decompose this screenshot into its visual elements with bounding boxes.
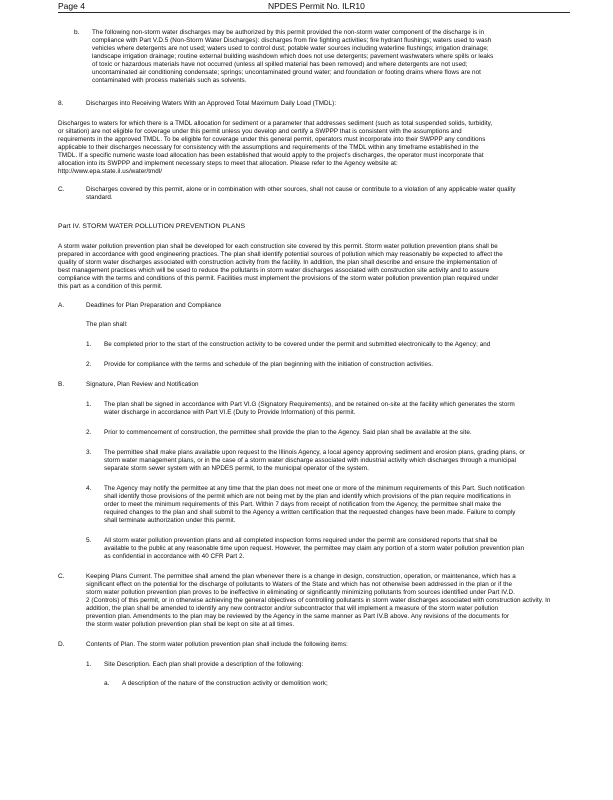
text-line: The plan shall be signed in accordance with Part VI.G (Signatory Requirements), and be retained on-site at the facility which generates the storm	[104, 401, 515, 408]
section-8-title: Discharges into Receiving Waters With an Approved Total Maximum Daily Load (TMDL):	[86, 100, 337, 107]
text-line: shall identify those provisions of the permit which are not being met by the plan and identify which provisions of the plan require modifications in	[104, 493, 511, 500]
list-number: 1.	[86, 401, 92, 408]
header-rule	[58, 12, 570, 13]
text-line: A storm water pollution prevention plan shall be developed for each construction site covered by this permit. Storm water pollution prevention plans shall be	[58, 243, 498, 250]
item-b-marker: b.	[74, 29, 80, 36]
part-4-title: Part IV. STORM WATER POLLUTION PREVENTION PLANS	[58, 223, 246, 230]
list-item: Site Description. Each plan shall provide a description of the following:	[104, 661, 304, 668]
text-line: applicable to their discharges necessary for consistency with the assumptions and requirements of the TMDL within any timeframe established in the	[58, 144, 479, 151]
list-number: 2.	[86, 361, 92, 368]
text-line: storm water management plans, or in the case of a storm water discharge associated with industrial activity which discharges through a municipal	[104, 457, 517, 464]
text-line: shall terminate authorization under this permit.	[104, 517, 236, 524]
text-line: water discharge in accordance with Part VI.E (Duty to Provide Information) of this permit.	[104, 409, 356, 416]
text-line: best management practices which will be used to reduce the pollutants in storm water discharges associated with construction site activity and to assure	[58, 267, 490, 274]
section-c-marker: C.	[58, 573, 65, 580]
list-item: A description of the nature of the construction activity or demolition work;	[122, 680, 328, 687]
list-number: 4.	[86, 485, 92, 492]
text-line: uncontaminated air conditioning condensate; springs; uncontaminated ground water; and foundation or footing drains where flows are not	[92, 69, 481, 76]
section-d-title: Contents of Plan. The storm water pollution prevention plan shall include the following items:	[86, 641, 348, 648]
text-line: Discharges to waters for which there is a TMDL allocation for sediment or a parameter that addresses sediment (such as total suspended solids, turbidity,	[58, 120, 493, 127]
text-line: The Agency may notify the permittee at any time that the plan does not meet one or more of the minimum requirements of this Part. Such notification	[104, 485, 525, 492]
text-line: TMDL. If a specific numeric waste load allocation has been established that would apply to the project's discharges, the operator must incorporate that	[58, 152, 484, 159]
text-line: compliance with the terms and conditions of this permit. Facilities must implement the provisions of the storm water pollution prevention plan required under	[58, 275, 499, 282]
list-number: 1.	[86, 661, 92, 668]
text-line: required changes to the plan and shall submit to the Agency a written certification that the requested changes have been made. Failure to comply	[104, 509, 516, 516]
list-number: 2.	[86, 429, 92, 436]
section-8-marker: 8.	[58, 100, 64, 107]
text-line: requirements in the approved TMDL. To be eligible for coverage under this general permit, operators must incorporate into their SWPPP any conditions	[58, 136, 486, 143]
text-line: as confidential in accordance with 40 CFR Part 2.	[104, 553, 245, 560]
text-line: order to meet the minimum requirements of this Part. Within 7 days from receipt of notification from the Agency, the permittee shall make the	[104, 501, 502, 508]
text-line: The following non-storm water discharges may be authorized by this permit provided the non-storm water component of the discharge is in	[92, 29, 485, 36]
text-line: Prior to commencement of construction, the permittee shall provide the plan to the Agency. Said plan shall be available at the site.	[104, 429, 472, 436]
list-number: 1.	[86, 341, 92, 348]
text-line: addition, the plan shall be amended to identify any new contractor and/or subcontractor that will implement a measure of the storm water pollution	[86, 605, 499, 612]
text-line: All storm water pollution prevention plans and all completed inspection forms required under the permit are considered reports that shall be	[104, 537, 498, 544]
text-line: contaminated with process materials such as solvents.	[92, 77, 247, 84]
text-line: landscape irrigation drainage; routine external building washdown which does not use detergents; pavement washwaters where spills or leaks	[92, 53, 494, 60]
permit-title: NPDES Permit No. ILR10	[268, 1, 365, 11]
page-number: Page 4	[58, 1, 85, 11]
list-letter: a.	[104, 680, 110, 687]
text-line: significant effect on the potential for the discharge of pollutants to Waters of the State and which has not otherwise been addressed in the plan or if the	[86, 581, 513, 588]
text-line: prevention plan. Amendments to the plan may be reviewed by the Agency in the same manner as Part IV.B above. Any revisions of the documents for	[86, 613, 510, 620]
list-number: 5.	[86, 537, 92, 544]
text-line: available to the public at any reasonable time upon request. However, the permittee may claim any portion of a storm water pollution prevention plan	[104, 545, 525, 552]
section-a-lead: The plan shall:	[86, 321, 128, 328]
text-line: or siltation) are not eligible for coverage under this permit unless you develop and certify a SWPPP that is consistent with the assumptions and	[58, 128, 462, 135]
agency-url[interactable]: http://www.epa.state.il.us/water/tmdl/	[58, 168, 163, 175]
text-line: separate storm sewer system with an NPDES permit, to the municipal operator of the system.	[104, 465, 369, 472]
text-line: the storm water pollution prevention plan shall be kept on site at all times.	[86, 621, 295, 628]
text-line: of toxic or hazardous materials have not occurred (unless all spilled material has been removed) and where detergents are not used;	[92, 61, 468, 68]
item-c-marker: C.	[58, 186, 65, 193]
list-item: Be completed prior to the start of the construction activity to be covered under the permit and submitted electronically to the Agency; and	[104, 341, 491, 348]
text-line: vehicles where detergents are not used; waters used to control dust; potable water sources including waterline flushings; irrigation drainage;	[92, 45, 489, 52]
section-a-marker: A.	[58, 302, 65, 309]
text-line: allocation into its SWPPP and implement necessary steps to meet that allocation. Please refer to the Agency website at:	[58, 160, 398, 167]
section-b-title: Signature, Plan Review and Notification	[86, 381, 199, 388]
section-d-marker: D.	[58, 641, 65, 648]
text-line: Discharges covered by this permit, alone or in combination with other sources, shall not cause or contribute to a violation of any applicable water quality	[86, 186, 516, 193]
text-line: compliance with Part V.D.5 (Non-Storm Water Discharges): discharges from fire fighting activities; fire hydrant flushings; waters used to wash	[92, 37, 492, 44]
section-a-title: Deadlines for Plan Preparation and Compliance	[86, 302, 222, 309]
text-line: Keeping Plans Current. The permittee shall amend the plan whenever there is a change in design, construction, operation, or maintenance, which has a	[86, 573, 516, 580]
text-line: storm water pollution prevention plan proves to be ineffective in eliminating or significantly minimizing pollutants from sources identified under Part IV.D.	[86, 589, 515, 596]
text-line: The permittee shall make plans available upon request to the Illinois Agency, a local agency approving sediment and erosion plans, grading plans, or	[104, 449, 526, 456]
text-line: standard.	[86, 194, 113, 201]
list-item: Provide for compliance with the terms and schedule of the plan beginning with the initiation of construction activities.	[104, 361, 434, 368]
list-number: 3.	[86, 449, 92, 456]
section-b-marker: B.	[58, 381, 65, 388]
text-line: prepared in accordance with good engineering practices. The plan shall identify potential sources of pollution which may reasonably be expected to affect the	[58, 251, 503, 258]
text-line: quality of storm water discharges associated with construction activity from the facility. In addition, the plan shall describe and ensure the implementation of	[58, 259, 498, 266]
text-line: this part as a condition of this permit.	[58, 283, 163, 290]
text-line: 2 (Controls) of this permit, or in otherwise achieving the general objectives of controlling pollutants in storm water discharges associated with construction activity. In	[86, 597, 551, 604]
